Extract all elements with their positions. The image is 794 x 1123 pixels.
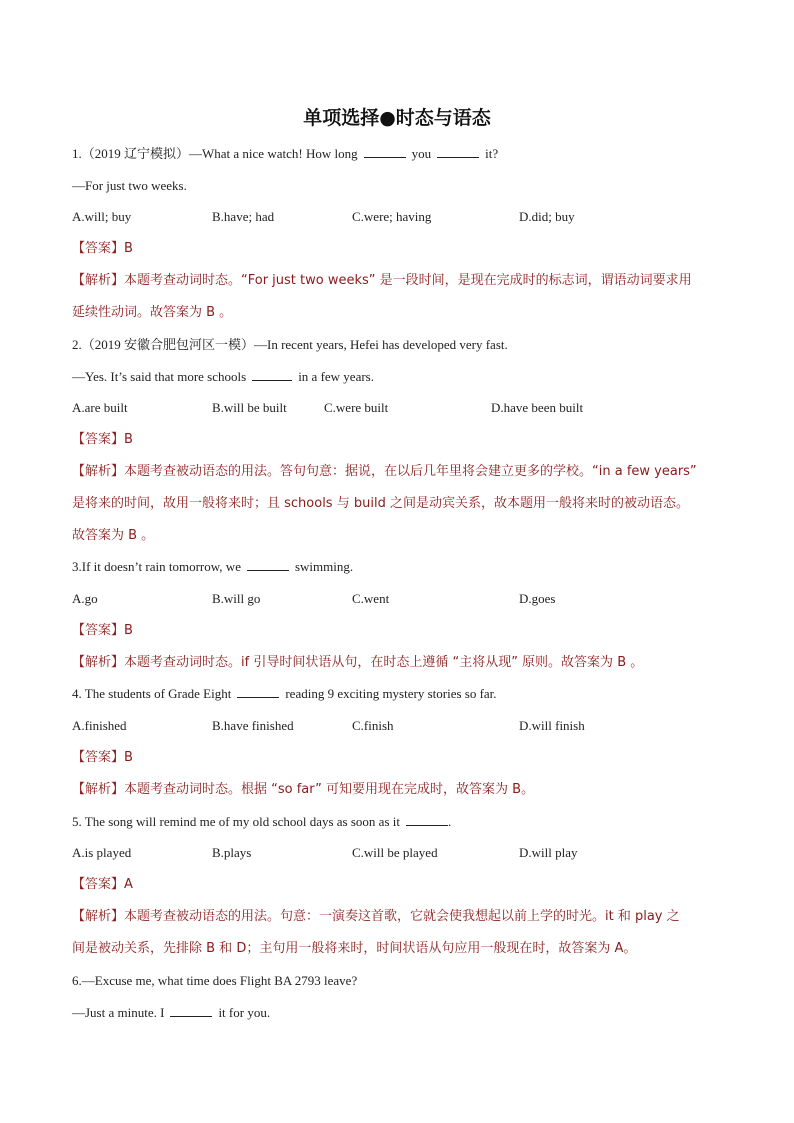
question-2-reply-end: in a few years. <box>298 369 374 384</box>
q2-answer: 【答案】B <box>72 432 133 447</box>
q4-option-c: C.finish <box>352 718 394 733</box>
question-4-text: 4. The students of Grade Eight <box>72 686 232 701</box>
question-1-stem <box>72 146 498 162</box>
question-5-stem <box>72 814 451 830</box>
question-6-reply-text: —Just a minute. I <box>72 1005 165 1020</box>
q5-option-c: C.will be played <box>352 845 438 860</box>
q1-explanation-line-1: 【解析】本题考查动词时态。“For just two weeks” 是一段时间，是现在完成时的标志词，谓语动词要求用 <box>72 273 692 288</box>
answer-blank <box>406 814 448 826</box>
q4-explanation-line-1: 【解析】本题考查动词时态。根据 “so far” 可知要用现在完成时，故答案为 B。 <box>72 782 535 797</box>
answer-blank <box>170 1005 212 1017</box>
q2-option-d: D.have been built <box>491 400 584 415</box>
q5-option-b: B.plays <box>212 845 252 860</box>
q3-option-d: D.goes <box>519 591 556 606</box>
q5-explanation-line-2: 间是被动关系，先排除 B 和 D；主句用一般将来时，时间状语从句应用一般现在时，故答案为 A。 <box>72 941 637 956</box>
question-5-text: 5. The song will remind me of my old school days as soon as it <box>72 814 400 829</box>
question-1-text-end: it? <box>485 146 499 161</box>
q1-option-c: C.were; having <box>352 209 432 224</box>
q1-explanation-line-2: 延续性动词。故答案为 B 。 <box>72 305 233 320</box>
answer-blank <box>252 369 292 381</box>
answer-blank <box>247 559 289 571</box>
q5-option-d: D.will play <box>519 845 578 860</box>
q3-option-b: B.will go <box>212 591 261 606</box>
q4-option-d: D.will finish <box>519 718 585 733</box>
question-1-text: 1.（2019 辽宁模拟）—What a nice watch! How long <box>72 146 358 161</box>
q4-option-b: B.have finished <box>212 718 294 733</box>
q1-option-d: D.did; buy <box>519 209 575 224</box>
question-6-reply <box>72 1005 270 1021</box>
page-title: 单项选择●时态与语态 <box>303 107 491 129</box>
question-3-text: 3.If it doesn’t rain tomorrow, we <box>72 559 241 574</box>
q2-option-a: A.are built <box>72 400 128 415</box>
question-2-reply-text: —Yes. It’s said that more schools <box>72 369 247 384</box>
question-6-reply-end: it for you. <box>218 1005 271 1020</box>
question-5-text-end: . <box>447 814 452 829</box>
q3-explanation-line-1: 【解析】本题考查动词时态。if 引导时间状语从句，在时态上遵循 “主将从现” 原则。故答案为 B 。 <box>72 655 644 670</box>
answer-blank <box>237 686 279 698</box>
question-3-text-end: swimming. <box>294 559 354 574</box>
q3-answer: 【答案】B <box>72 623 133 638</box>
q2-option-c: C.were built <box>324 400 389 415</box>
q1-option-b: B.have; had <box>212 209 275 224</box>
q2-explanation-line-3: 故答案为 B 。 <box>72 528 155 543</box>
q1-answer: 【答案】B <box>72 241 133 256</box>
q5-answer: 【答案】A <box>72 877 133 892</box>
q4-option-a: A.finished <box>72 718 127 733</box>
q2-explanation-line-2: 是将来的时间，故用一般将来时；且 schools 与 build 之间是动宾关系，故本题用一般将来时的被动语态。 <box>72 496 689 511</box>
q5-explanation-line-1: 【解析】本题考查被动语态的用法。句意：一演奏这首歌，它就会使我想起以前上学的时光。it 和 play 之 <box>72 909 680 924</box>
q1-option-a: A.will; buy <box>72 209 132 224</box>
question-1-reply: —For just two weeks. <box>72 178 187 193</box>
q5-option-a: A.is played <box>72 845 132 860</box>
question-3-stem <box>72 559 353 575</box>
question-6-stem: 6.—Excuse me, what time does Flight BA 2793 leave? <box>72 973 358 988</box>
q2-option-b: B.will be built <box>212 400 287 415</box>
question-2-reply <box>72 369 374 385</box>
q2-explanation-line-1: 【解析】本题考查被动语态的用法。答句句意：据说，在以后几年里将会建立更多的学校。“in a few years” <box>72 464 697 479</box>
q4-answer: 【答案】B <box>72 750 133 765</box>
q3-option-a: A.go <box>72 591 98 606</box>
question-4-text-end: reading 9 exciting mystery stories so far. <box>285 686 497 701</box>
question-1-text-mid: you <box>411 146 432 161</box>
answer-blank <box>437 146 479 158</box>
question-2-stem: 2.（2019 安徽合肥包河区一模）—In recent years, Hefei has developed very fast. <box>72 337 508 352</box>
question-4-stem <box>72 686 497 702</box>
q3-option-c: C.went <box>352 591 390 606</box>
answer-blank <box>364 146 406 158</box>
